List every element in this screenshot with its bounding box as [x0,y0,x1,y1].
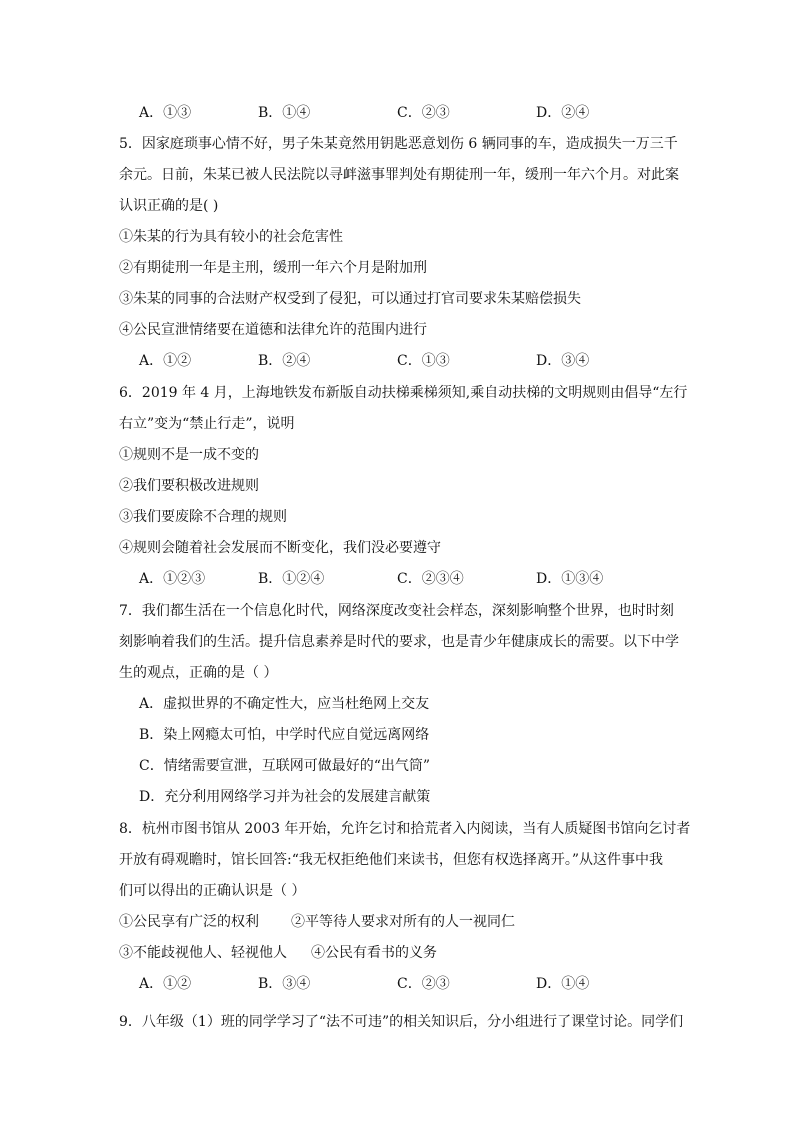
q6-statement-4: ④规则会随着社会发展而不断变化，我们没必要遵守 [119,540,441,556]
q7-choice-d: D．充分利用网络学习并为社会的发展建言献策 [139,789,431,805]
q6-option-c: C．②③④ [397,571,464,587]
q5-stem-line-1: 5．因家庭琐事心情不好，男子朱某竟然用钥匙恶意划伤 6 辆同事的车，造成损失一万三千 [119,136,678,152]
q4-option-d: D．②④ [536,105,590,121]
q7-choice-a: A．虚拟世界的不确定性大，应当杜绝网上交友 [139,696,430,712]
q8-option-d: D．①④ [536,976,590,992]
q4-options [139,103,619,123]
q4-option-b: B．①④ [258,105,311,121]
q5-options [139,351,619,371]
q5-option-b: B．②④ [258,353,311,369]
q7-stem-line-2: 刻影响着我们的生活。提升信息素养是时代的要求，也是青少年健康成长的需要。以下中学 [119,634,679,650]
q7-stem-line-3: 生的观点，正确的是（ ） [119,665,278,681]
q6-stem-line-1: 6．2019 年 4 月，上海地铁发布新版自动扶梯乘梯须知,乘自动扶梯的文明规则由倡导“左行 [119,385,688,401]
q8-statement-4: ④公民有看书的义务 [311,945,437,961]
q6-statement-2: ②我们要积极改进规则 [119,478,259,494]
q8-stem-line-1: 8．杭州市图书馆从 2003 年开始，允许乞讨和拾荒者入内阅读，当有人质疑图书馆向乞讨者 [119,821,691,837]
q8-stem-line-3: 们可以得出的正确认识是（ ） [119,883,306,899]
q6-options [139,569,619,589]
q8-option-c: C．②③ [397,976,450,992]
q6-stem-line-2: 右立”变为“禁止行走”，说明 [119,416,295,432]
q7-stem-line-1: 7．我们都生活在一个信息化时代，网络深度改变社会样态，深刻影响整个世界，也时时刻 [119,603,674,619]
q8-statement-1: ①公民享有广泛的权利 [119,914,259,930]
q8-statement-3: ③不能歧视他人、轻视他人 [119,945,287,961]
q4-option-c: C．②③ [397,105,450,121]
q5-option-a: A．①② [139,353,192,369]
q5-statement-3: ③朱某的同事的合法财产权受到了侵犯，可以通过打官司要求朱某赔偿损失 [119,291,581,307]
q8-option-a: A．①② [139,976,192,992]
q6-option-d: D．①③④ [536,571,604,587]
q8-options [139,974,619,994]
q5-option-d: D．③④ [536,353,590,369]
q5-stem-line-3: 认识正确的是( ) [119,198,219,214]
q6-statement-1: ①规则不是一成不变的 [119,447,259,463]
q5-option-c: C．①③ [397,353,450,369]
q5-statement-1: ①朱某的行为具有较小的社会危害性 [119,229,343,245]
q7-choice-b: B．染上网瘾太可怕，中学时代应自觉远离网络 [139,727,430,743]
q7-choice-c: C．情绪需要宣泄，互联网可做最好的“出气筒” [139,758,431,774]
q6-option-a: A．①②③ [139,571,206,587]
q8-statement-2: ②平等待人要求对所有的人一视同仁 [291,914,515,930]
q5-stem-line-2: 余元。日前，朱某已被人民法院以寻衅滋事罪判处有期徒刑一年，缓刑一年六个月。对此案 [119,167,679,183]
q8-option-b: B．③④ [258,976,311,992]
q8-stem-line-2: 开放有碍观瞻时，馆长回答:“我无权拒绝他们来读书，但您有权选择离开。”从这件事中我 [119,852,664,868]
q6-statement-3: ③我们要废除不合理的规则 [119,509,287,525]
q9-stem-line-1: 9．八年级（1）班的同学学习了“法不可违”的相关知识后，分小组进行了课堂讨论。同学们 [119,1014,684,1030]
q5-statement-2: ②有期徒刑一年是主刑，缓刑一年六个月是附加刑 [119,260,427,276]
q5-statement-4: ④公民宣泄情绪要在道德和法律允许的范围内进行 [119,322,427,338]
q6-option-b: B．①②④ [258,571,325,587]
q4-option-a: A．①③ [139,105,192,121]
